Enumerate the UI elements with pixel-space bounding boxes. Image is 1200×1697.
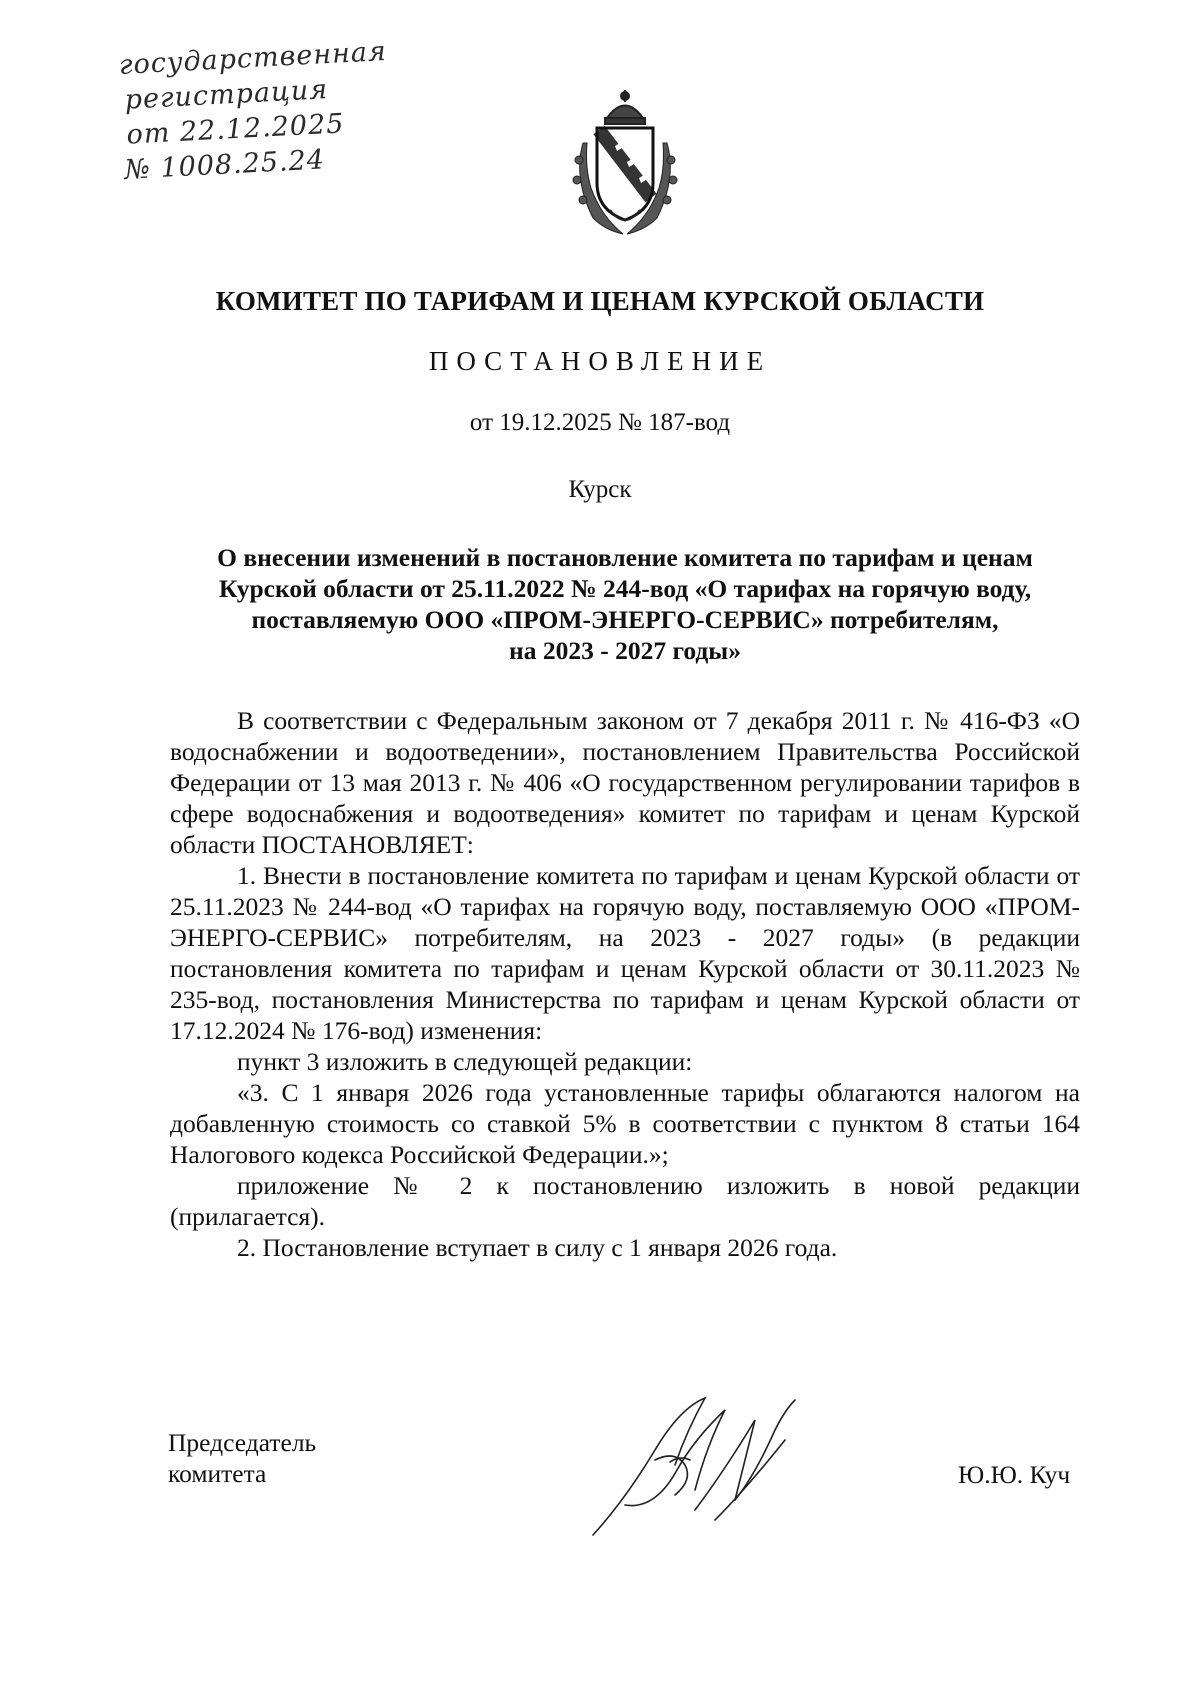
document-number: от 19.12.2025 № 187-вод bbox=[469, 409, 731, 436]
signatory-role bbox=[168, 1427, 316, 1489]
handwritten-signature-icon bbox=[585, 1390, 825, 1540]
kursk-coat-of-arms-icon bbox=[565, 88, 685, 238]
title-line: Курской области от 25.11.2022 № 244-вод «О тарифах на горячую воду, bbox=[218, 574, 1032, 603]
body-paragraph: пункт 3 изложить в следующей редакции: bbox=[237, 1047, 693, 1076]
registration-note-line: от 22.12.2025 bbox=[125, 108, 346, 151]
signatory-name: Ю.Ю. Куч bbox=[958, 1460, 1071, 1489]
title-line: поставляемую ООО «ПРОМ-ЭНЕРГО-СЕРВИС» потребителям, bbox=[251, 605, 999, 634]
document-title bbox=[165, 542, 1085, 666]
signatory-role-line: Председатель bbox=[168, 1428, 317, 1457]
body-paragraph: 1. Внести в постановление комитета по тарифам и ценам Курской области от 25.11.2023 № 244-вод «О тарифах на горячую воду, поставляемую ООО «ПРОМ-ЭНЕРГО-СЕРВИС» потребителям, на 2023 - 2027 годы» (в редакции постановления комитета по тарифам и ценам Курской области от 30.11.2023 № 235-вод, постановления Министерства по тарифам и ценам Курской области от 17.12.2024 № 176-вод) изменения: bbox=[170, 861, 1080, 1045]
document-type: ПОСТАНОВЛЕНИЕ bbox=[428, 346, 772, 376]
registration-note-line: регистрация bbox=[123, 74, 329, 116]
registration-note-line: государственная bbox=[118, 35, 388, 81]
document-city: Курск bbox=[568, 476, 632, 503]
title-line: О внесении изменений в постановление комитета по тарифам и ценам bbox=[217, 543, 1033, 572]
body-paragraph: приложение № 2 к постановлению изложить в новой редакции (прилагается). bbox=[170, 1171, 1080, 1231]
organization-name: КОМИТЕТ ПО ТАРИФАМ И ЦЕНАМ КУРСКОЙ ОБЛАСТИ bbox=[215, 286, 985, 316]
registration-note bbox=[118, 32, 425, 188]
document-body bbox=[170, 705, 1080, 1263]
title-line: на 2023 - 2027 годы» bbox=[509, 636, 741, 665]
body-paragraph: 2. Постановление вступает в силу с 1 января 2026 года. bbox=[237, 1233, 838, 1262]
signatory-role-line: комитета bbox=[168, 1459, 267, 1488]
registration-note-line: № 1008.25.24 bbox=[123, 144, 326, 186]
body-paragraph: В соответствии с Федеральным законом от 7 декабря 2011 г. № 416-ФЗ «О водоснабжении и водоотведении», постановлением Правительства Российской Федерации от 13 мая 2013 г. № 406 «О государственном регулировании тарифов в сфере водоснабжения и водоотведения» комитет по тарифам и ценам Курской области ПОСТАНОВЛЯЕТ: bbox=[170, 706, 1080, 859]
body-paragraph: «3. С 1 января 2026 года установленные тарифы облагаются налогом на добавленную стоимость со ставкой 5% в соответствии с пунктом 8 статьи 164 Налогового кодекса Российской Федерации.»; bbox=[170, 1078, 1080, 1169]
